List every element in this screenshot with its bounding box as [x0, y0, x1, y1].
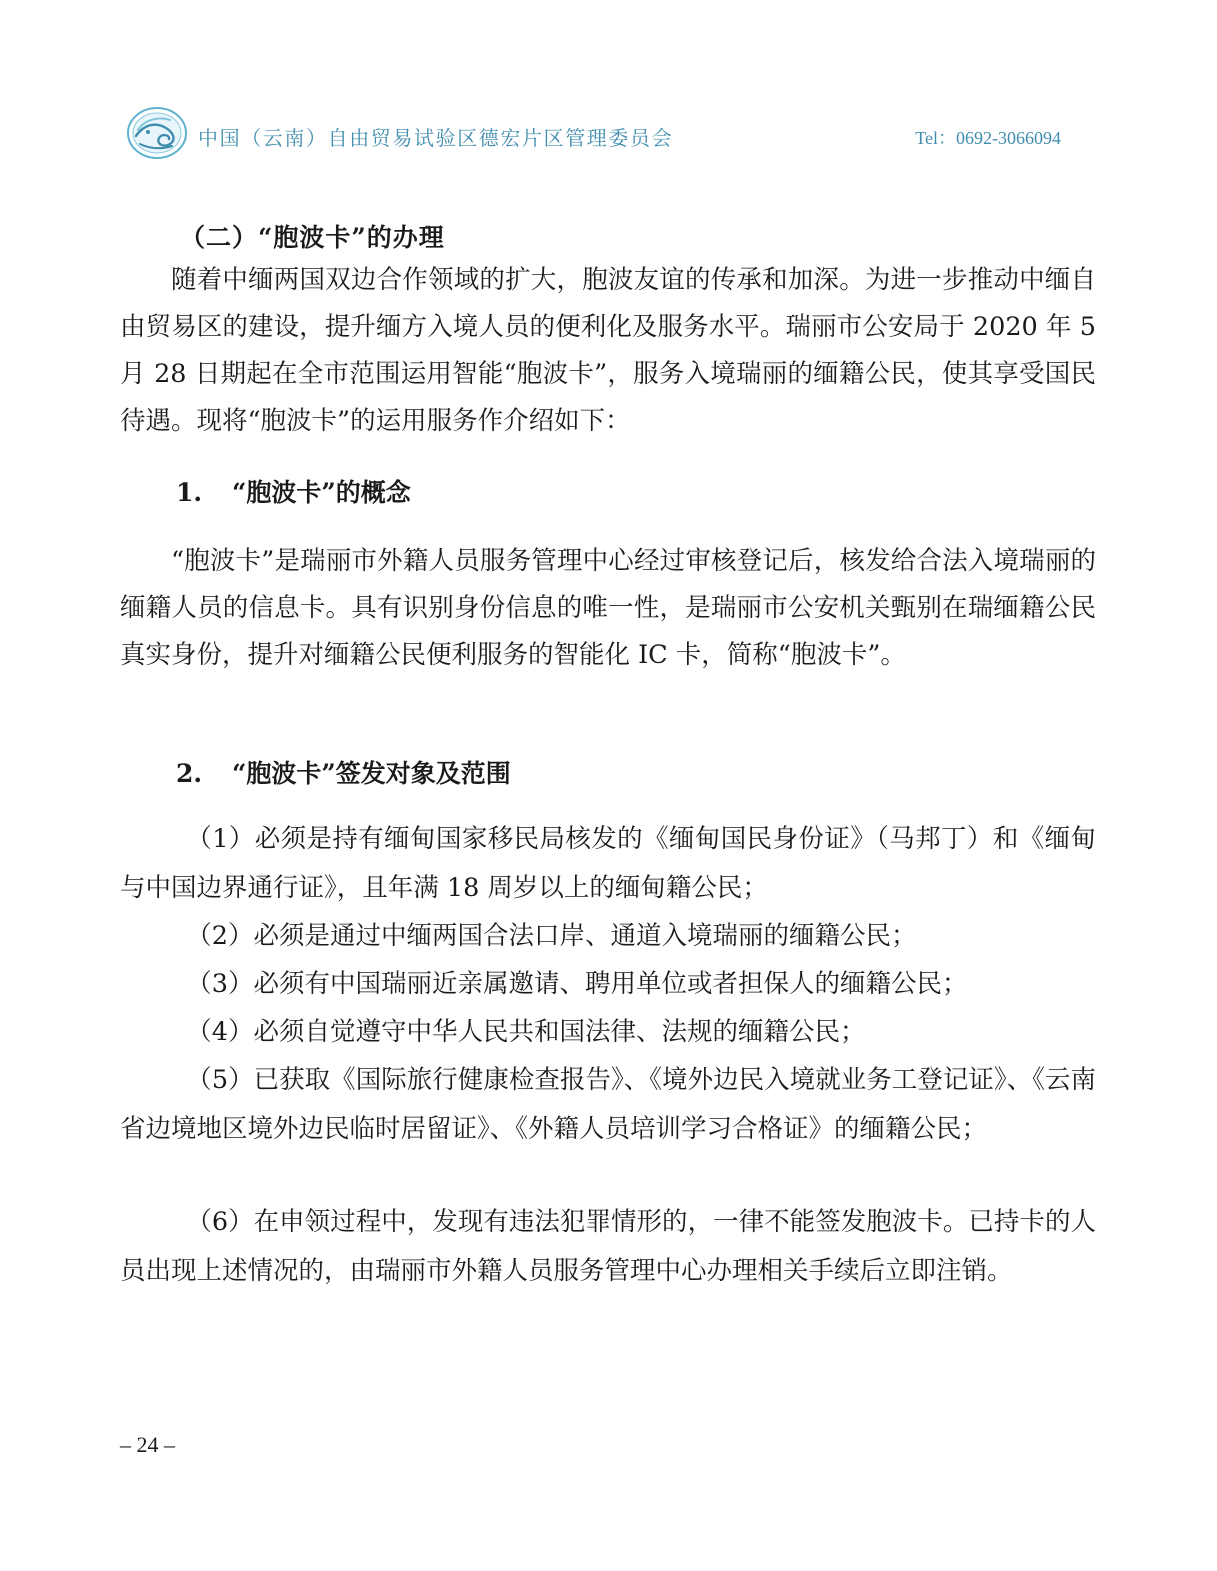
page-header — [120, 100, 1095, 164]
concept-paragraph: “胞波卡”是瑞丽市外籍人员服务管理中心经过审核登记后，核发给合法入境瑞丽的缅籍人员的信息卡。具有识别身份信息的唯一性，是瑞丽市公安机关甄别在瑞缅籍公民真实身份，提升对缅籍公民便利服务的智能化 IC 卡，简称“胞波卡”。 — [120, 546, 1096, 670]
condition-item: （5）已获取《国际旅行健康检查报告》、《境外边民入境就业务工登记证》、《云南省边境地区境外边民临时居留证》、《外籍人员培训学习合格证》的缅籍公民； — [120, 1065, 1096, 1144]
organization-name: 中国（云南）自由贸易试验区德宏片区管理委员会 — [198, 126, 674, 150]
condition-item: （2）必须是通过中缅两国合法口岸、通道入境瑞丽的缅籍公民； — [186, 921, 917, 951]
condition-item: （6）在申领过程中，发现有违法犯罪情形的，一律不能签发胞波卡。已持卡的人员出现上述情况的，由瑞丽市外籍人员服务管理中心办理相关手续后立即注销。 — [120, 1207, 1096, 1286]
wave-swirl-logo-icon — [126, 106, 188, 160]
subheading-number: 2. — [176, 759, 203, 788]
subheading-number: 1. — [176, 478, 203, 507]
section-heading: （二）“胞波卡”的办理 — [180, 223, 445, 252]
page-number: – 24 – — [120, 1432, 175, 1457]
subheading-scope — [176, 754, 511, 790]
condition-item: （4）必须自觉遵守中华人民共和国法律、法规的缅籍公民； — [186, 1017, 866, 1047]
subheading-concept — [176, 473, 411, 509]
subheading-title: “胞波卡”的概念 — [232, 478, 411, 507]
condition-item: （3）必须有中国瑞丽近亲属邀请、聘用单位或者担保人的缅籍公民； — [186, 969, 968, 999]
condition-item: （1）必须是持有缅甸国家移民局核发的《缅甸国民身份证》（马邦丁）和《缅甸与中国边界通行证》，且年满 18 周岁以上的缅甸籍公民； — [120, 824, 1096, 903]
telephone-number: Tel：0692-3066094 — [915, 128, 1061, 148]
subheading-title: “胞波卡”签发对象及范围 — [232, 759, 511, 788]
section-intro-paragraph: 随着中缅两国双边合作领域的扩大，胞波友谊的传承和加深。为进一步推动中缅自由贸易区的建设，提升缅方入境人员的便利化及服务水平。瑞丽市公安局于 2020 年 5 月 28 日期起在全市范围运用智能“胞波卡”，服务入境瑞丽的缅籍公民，使其享受国民待遇。现将“胞波卡”的运用服务作介绍如下： — [120, 265, 1096, 436]
